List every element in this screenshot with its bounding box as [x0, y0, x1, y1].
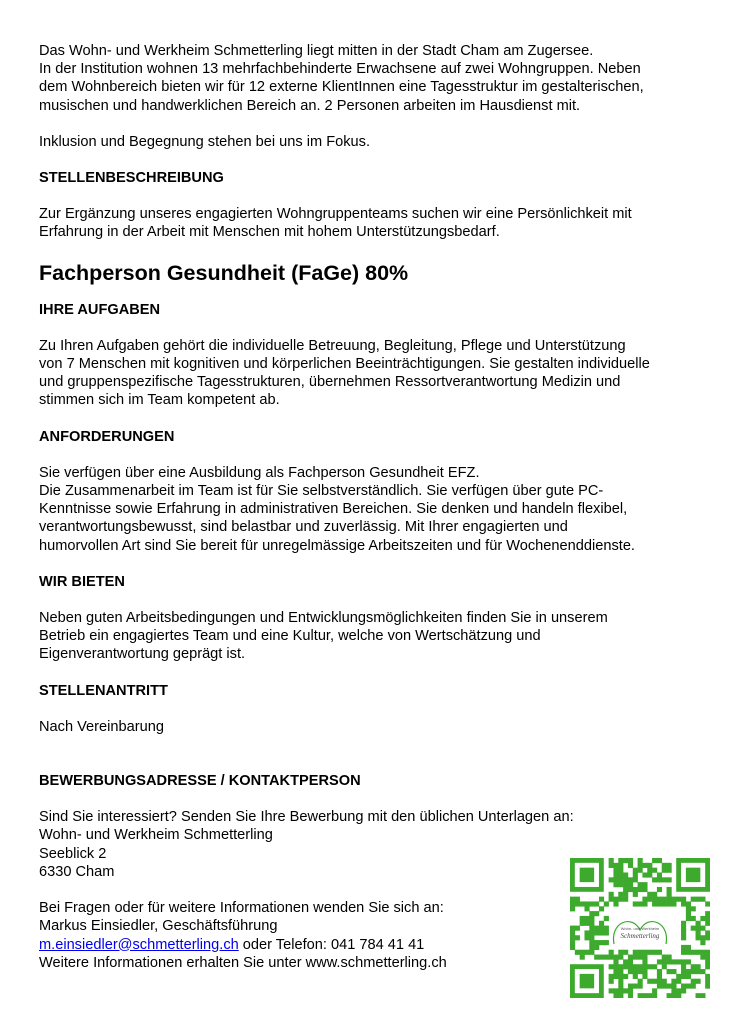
aufgaben-line: stimmen sich im Team kompetent ab.: [39, 392, 280, 409]
email-link[interactable]: m.einsiedler@schmetterling.ch: [39, 936, 239, 953]
wir-bieten-heading: WIR BIETEN: [39, 573, 125, 590]
logo-name: Schmetterling: [620, 932, 660, 940]
stellenantritt-text: Nach Vereinbarung: [39, 718, 164, 735]
more-info-line: Weitere Informationen erhalten Sie unter www.schmetterling.ch: [39, 954, 447, 971]
stellenbeschreibung-line: Erfahrung in der Arbeit mit Menschen mit hohem Unterstützungsbedarf.: [39, 224, 500, 241]
kontakt-heading: BEWERBUNGSADRESSE / KONTAKTPERSON: [39, 773, 361, 790]
intro-line: dem Wohnbereich bieten wir für 12 externe KlientInnen eine Tagesstruktur im gestalterischen,: [39, 79, 644, 96]
address-org: Wohn- und Werkheim Schmetterling: [39, 827, 273, 844]
stellenantritt-heading: STELLENANTRITT: [39, 682, 168, 699]
anforderungen-line: Sie verfügen über eine Ausbildung als Fachperson Gesundheit EFZ.: [39, 464, 480, 481]
stellenbeschreibung-heading: STELLENBESCHREIBUNG: [39, 170, 224, 187]
intro-line: musischen und handwerklichen Bereich an. 2 Personen arbeiten im Hausdienst mit.: [39, 97, 581, 114]
intro-focus: Inklusion und Begegnung stehen bei uns im Fokus.: [39, 133, 371, 150]
kontakt-intro: Sind Sie interessiert? Senden Sie Ihre Bewerbung mit den üblichen Unterlagen an:: [39, 809, 574, 826]
wir-bieten-line: Betrieb ein engagiertes Team und eine Kultur, welche von Wertschätzung und: [39, 628, 541, 645]
intro-line: In der Institution wohnen 13 mehrfachbehinderte Erwachsene auf zwei Wohngruppen. Neben: [39, 61, 641, 78]
address-street: Seeblick 2: [39, 845, 107, 862]
anforderungen-line: verantwortungsbewusst, sind belastbar und zuverlässig. Mit Ihrer engagierten und: [39, 519, 568, 536]
questions-line: Bei Fragen oder für weitere Informationen wenden Sie sich an:: [39, 900, 444, 917]
wir-bieten-line: Eigenverantwortung geprägt ist.: [39, 646, 246, 663]
anforderungen-heading: ANFORDERUNGEN: [39, 428, 175, 445]
aufgaben-line: Zu Ihren Aufgaben gehört die individuelle Betreuung, Begleitung, Pflege und Unterstützung: [39, 337, 626, 354]
wir-bieten-line: Neben guten Arbeitsbedingungen und Entwicklungsmöglichkeiten finden Sie in unserem: [39, 610, 608, 627]
contact-person: Markus Einsiedler, Geschäftsführung: [39, 918, 278, 935]
phone-text: oder Telefon: 041 784 41 41: [238, 936, 425, 953]
schmetterling-logo: [614, 922, 667, 944]
intro-line: Das Wohn- und Werkheim Schmetterling liegt mitten in der Stadt Cham am Zugersee.: [39, 43, 594, 59]
aufgaben-line: und gruppenspezifische Tagesstrukturen, übernehmen Ressortverantwortung Medizin und: [39, 374, 621, 391]
anforderungen-line: Die Zusammenarbeit im Team ist für Sie selbstverständlich. Sie verfügen über gute PC-: [39, 483, 604, 500]
logo-subtitle: Wohn- und Werkheim: [620, 926, 660, 931]
anforderungen-line: Kenntnisse sowie Erfahrung in administrativen Bereichen. Sie denken und handeln flexibel,: [39, 501, 628, 518]
qr-code[interactable]: [570, 858, 710, 998]
aufgaben-line: von 7 Menschen mit kognitiven und körperlichen Beeinträchtigungen. Sie gestalten individuelle: [39, 356, 650, 373]
anforderungen-line: humorvollen Art sind Sie bereit für unregelmässige Arbeitszeiten und für Wochenenddienste.: [39, 537, 635, 554]
aufgaben-heading: IHRE AUFGABEN: [39, 301, 161, 318]
job-title: Fachperson Gesundheit (FaGe) 80%: [39, 260, 409, 285]
stellenbeschreibung-line: Zur Ergänzung unseres engagierten Wohngruppenteams suchen wir eine Persönlichkeit mit: [39, 206, 632, 223]
document-page: [39, 42, 719, 972]
address-city: 6330 Cham: [39, 863, 115, 880]
qr-code-graphic: [570, 858, 710, 998]
